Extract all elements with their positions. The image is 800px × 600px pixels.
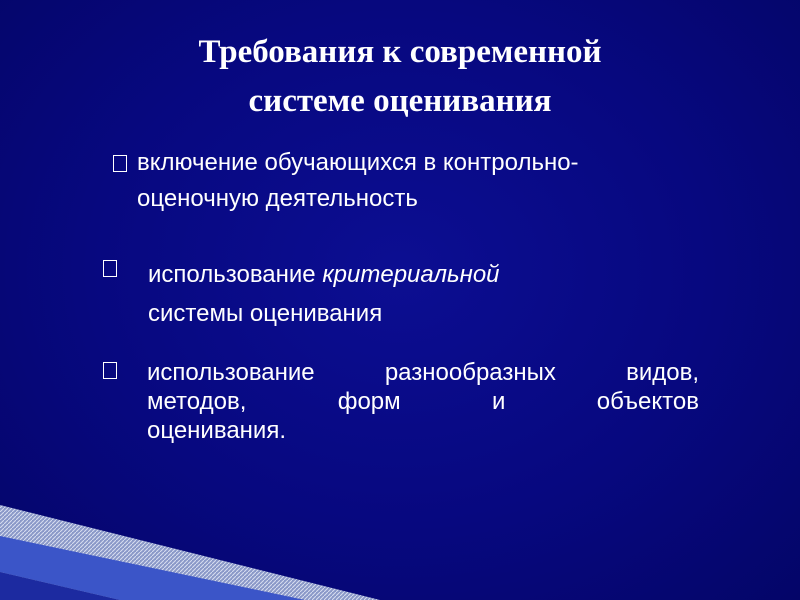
title-line-1: Требования к современной bbox=[198, 34, 602, 70]
slide-title bbox=[0, 28, 800, 126]
bullet-3-line-2: методов, форм и объектов bbox=[147, 388, 699, 415]
bullet-3-line-3: оценивания. bbox=[147, 417, 286, 444]
bullet-box-icon bbox=[103, 362, 117, 379]
bullet-2-text: использование bbox=[148, 261, 323, 288]
title-line-2: системе оценивания bbox=[248, 83, 552, 119]
bullet-box-icon bbox=[113, 155, 127, 172]
bullet-1-line-1: включение обучающихся в контрольно- bbox=[137, 149, 579, 176]
bullet-3-line-1: использование разнообразных видов, bbox=[147, 359, 699, 386]
bullet-2-italic: критериальной bbox=[322, 261, 500, 288]
bullet-box-icon bbox=[103, 260, 117, 277]
bullet-2-line-1 bbox=[148, 255, 748, 294]
bullet-2-line-2: системы оценивания bbox=[148, 300, 383, 327]
bullet-item-3 bbox=[147, 358, 699, 445]
bullet-item-2 bbox=[148, 255, 748, 333]
bullet-1-line-2: оценочную деятельность bbox=[137, 185, 418, 212]
bullet-item-1 bbox=[137, 145, 757, 217]
